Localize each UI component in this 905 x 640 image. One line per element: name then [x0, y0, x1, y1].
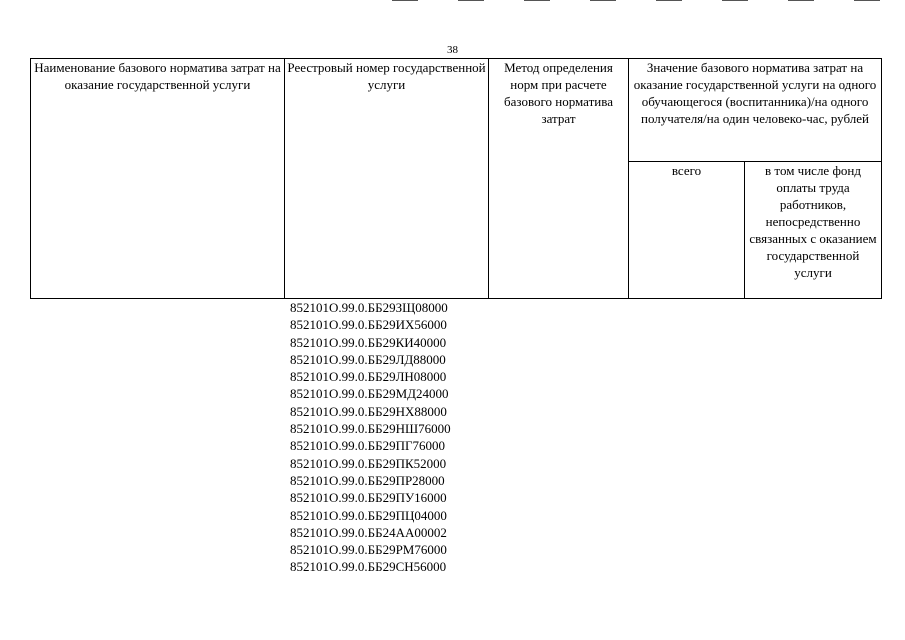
- header-wage-fund: в том числе фонд оплаты труда работников, непосредственно связанных с оказанием государственной услуги: [745, 162, 882, 299]
- header-name: Наименование базового норматива затрат на оказание государственной услуги: [31, 59, 285, 299]
- registry-number: 852101О.99.0.ББ29ПГ76000: [290, 438, 445, 454]
- page-number: 38: [447, 44, 458, 56]
- registry-number: 852101О.99.0.ББ29МД24000: [290, 386, 449, 402]
- registry-number-list: [290, 299, 490, 576]
- registry-number: 852101О.99.0.ББ29СН56000: [290, 559, 447, 575]
- registry-number: 852101О.99.0.ББ29ПР28000: [290, 472, 445, 488]
- registry-number: 852101О.99.0.ББ29ИХ56000: [290, 317, 447, 333]
- registry-number: 852101О.99.0.ББ29ЗЩ08000: [290, 300, 448, 315]
- header-method: Метод определения норм при расчете базового норматива затрат: [489, 59, 629, 299]
- registry-number: 852101О.99.0.ББ29ЛД88000: [290, 351, 446, 367]
- registry-number: 852101О.99.0.ББ29КИ40000: [290, 334, 447, 350]
- top-edge-marks: [0, 0, 905, 4]
- cost-standards-table: [30, 58, 882, 299]
- registry-number: 852101О.99.0.ББ29ПК52000: [290, 455, 447, 471]
- registry-number: 852101О.99.0.ББ29ЛН08000: [290, 369, 447, 385]
- registry-number: 852101О.99.0.ББ29ПУ16000: [290, 490, 447, 506]
- registry-number: 852101О.99.0.ББ29НХ88000: [290, 403, 447, 419]
- header-row-1: [31, 59, 882, 162]
- header-total: всего: [629, 162, 745, 299]
- registry-number: 852101О.99.0.ББ24АА00002: [290, 524, 447, 540]
- header-value: Значение базового норматива затрат на оказание государственной услуги на одного обучающегося (воспитанника)/на одного получателя/на один человеко-час, рублей: [629, 59, 882, 162]
- header-registry-number: Реестровый номер государственной услуги: [285, 59, 489, 299]
- registry-number: 852101О.99.0.ББ29РМ76000: [290, 542, 447, 558]
- registry-number: 852101О.99.0.ББ29ПЦ04000: [290, 507, 447, 523]
- registry-number: 852101О.99.0.ББ29НШ76000: [290, 421, 451, 437]
